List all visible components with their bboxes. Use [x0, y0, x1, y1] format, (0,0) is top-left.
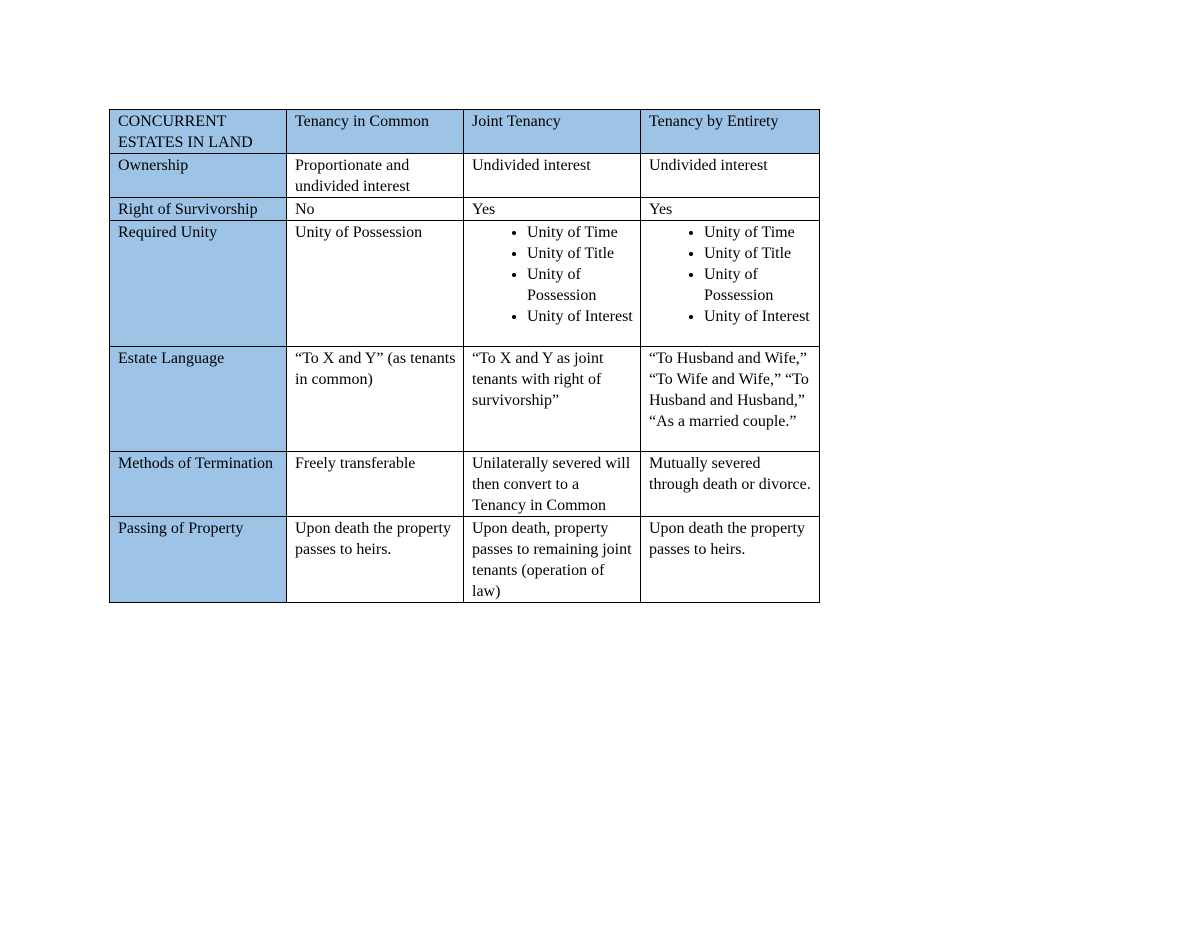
cell-language-entirety: “To Husband and Wife,” “To Wife and Wife,” “To Husband and Husband,” “As a married couple.” [641, 347, 820, 452]
table-row-ownership [110, 154, 820, 198]
table-row-passing-of-property [110, 517, 820, 603]
unity-list-joint [472, 222, 634, 327]
cell-unity-joint [464, 221, 641, 347]
cell-termination-entirety: Mutually severed through death or divorce. [641, 452, 820, 517]
cell-ownership-common: Proportionate and undivided interest [287, 154, 464, 198]
list-item: • Unity of Time [527, 222, 634, 243]
cell-passing-entirety: Upon death the property passes to heirs. [641, 517, 820, 603]
column-header-tenancy-by-entirety: Tenancy by Entirety [641, 110, 820, 154]
cell-language-common: “To X and Y” (as tenants in common) [287, 347, 464, 452]
list-item: • Unity of Title [527, 243, 634, 264]
cell-unity-common: Unity of Possession [287, 221, 464, 347]
row-label-estate-language: Estate Language [110, 347, 287, 452]
list-item: • Unity of Time [704, 222, 813, 243]
cell-survivorship-joint: Yes [464, 198, 641, 221]
row-label-required-unity: Required Unity [110, 221, 287, 347]
row-label-ownership: Ownership [110, 154, 287, 198]
cell-ownership-joint: Undivided interest [464, 154, 641, 198]
unity-list-entirety [649, 222, 813, 327]
concurrent-estates-table [109, 109, 820, 603]
cell-ownership-entirety: Undivided interest [641, 154, 820, 198]
row-label-right-of-survivorship: Right of Survivorship [110, 198, 287, 221]
list-item: • Unity of Title [704, 243, 813, 264]
list-item: • Unity of Interest [704, 306, 813, 327]
table-row-estate-language [110, 347, 820, 452]
table-row-right-of-survivorship [110, 198, 820, 221]
cell-survivorship-entirety: Yes [641, 198, 820, 221]
table-title-cell: CONCURRENT ESTATES IN LAND [110, 110, 287, 154]
column-header-tenancy-in-common: Tenancy in Common [287, 110, 464, 154]
cell-unity-entirety [641, 221, 820, 347]
list-item: • Unity of Interest [527, 306, 634, 327]
cell-termination-common: Freely transferable [287, 452, 464, 517]
table-header-row [110, 110, 820, 154]
list-item: • Unity of Possession [527, 264, 634, 306]
list-item: • Unity of Possession [704, 264, 813, 306]
row-label-methods-of-termination: Methods of Termination [110, 452, 287, 517]
row-label-passing-of-property: Passing of Property [110, 517, 287, 603]
cell-survivorship-common: No [287, 198, 464, 221]
cell-passing-joint: Upon death, property passes to remaining joint tenants (operation of law) [464, 517, 641, 603]
table-row-required-unity [110, 221, 820, 347]
cell-passing-common: Upon death the property passes to heirs. [287, 517, 464, 603]
cell-termination-joint: Unilaterally severed will then convert to a Tenancy in Common [464, 452, 641, 517]
table-row-methods-of-termination [110, 452, 820, 517]
cell-language-joint: “To X and Y as joint tenants with right of survivorship” [464, 347, 641, 452]
column-header-joint-tenancy: Joint Tenancy [464, 110, 641, 154]
